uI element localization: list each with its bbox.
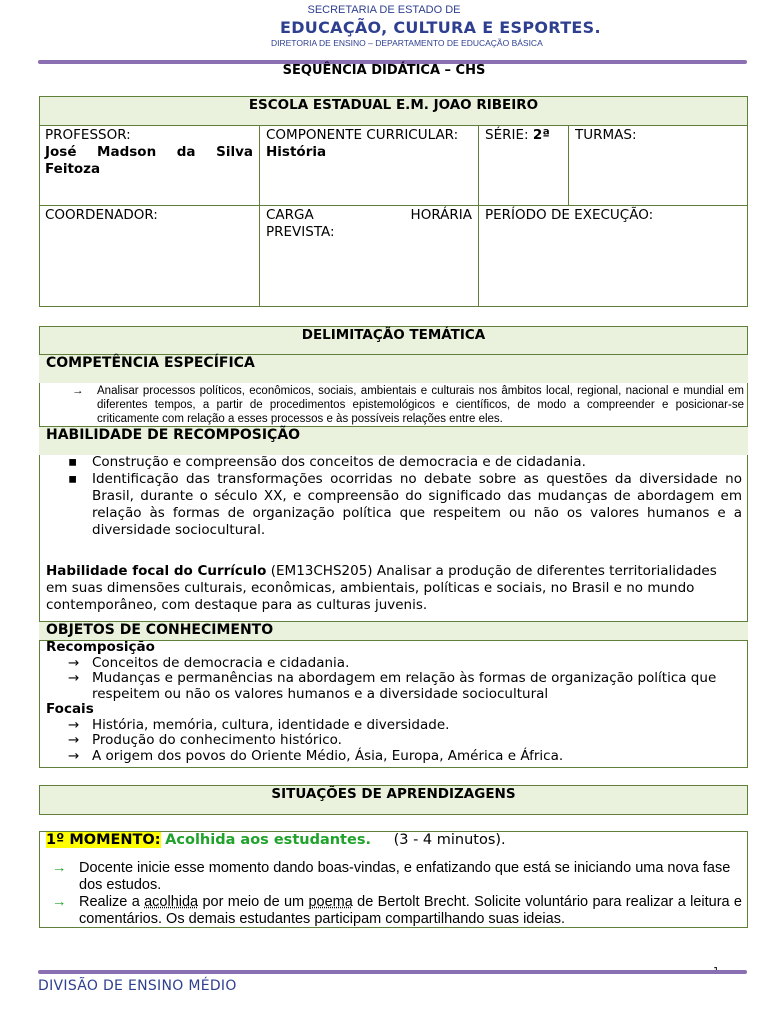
- periodo-label: PERÍODO DE EXECUÇÃO:: [485, 207, 654, 223]
- carga-cell: [259, 205, 478, 307]
- focais-item-1: → História, memória, cultura, identidade e diversidade.: [68, 716, 450, 733]
- recomposicao-item-1: → Conceitos de democracia e cidadania.: [68, 654, 350, 671]
- acolhida-word: acolhida: [144, 894, 199, 910]
- focais-item-2: → Produção do conhecimento histórico.: [68, 732, 342, 748]
- focais-item-3: → A origem dos povos do Oriente Médio, Ásia, Europa, América e África.: [68, 747, 564, 764]
- momento-header: [46, 831, 506, 849]
- arrow-right-icon: →: [52, 860, 67, 876]
- arrow-right-icon: →: [68, 732, 80, 748]
- professor-label: PROFESSOR:: [45, 127, 131, 143]
- horaria-label: HORÁRIA: [410, 207, 472, 223]
- habilidade-item-2: ▪ Identificação das transformações ocorridas no debate sobre as questões da diversidade no Brasil, durante o século XX, e compreensão do significado das mudanças de abordagem em relação às formas de organização política que respeitem ou não os valores humanos e a diversidade sociocultural.: [68, 471, 742, 538]
- arrow-right-icon: →: [52, 894, 67, 910]
- coordenador-cell: [39, 205, 259, 307]
- focal-text: (EM13CHS205) Analisar a produção de diferentes territorialidades em suas dimensões culturais, econômicas, ambientais, políticas e sociais, no Brasil e no mundo contemporâneo, com destaque para as culturas juvenis.: [46, 563, 717, 613]
- objetos-heading: OBJETOS DE CONHECIMENTO: [39, 621, 748, 641]
- momento-duration: (3 - 4 minutos).: [393, 832, 506, 848]
- poema-word: poema: [308, 894, 353, 910]
- focal-label: Habilidade focal do Currículo: [46, 563, 267, 579]
- focais-label: Focais: [46, 701, 94, 717]
- momento-title: Acolhida aos estudantes.: [165, 832, 371, 848]
- competencia-text: Analisar processos políticos, econômicos, sociais, ambientais e culturais nos âmbitos local, regional, nacional e mundial em diferentes tempos, a partir de procedimentos epistemológicos e científicos, de modo a compreender e posicionar-se criticamente com relação a esses processos e às possíveis relações entre eles.: [97, 385, 744, 425]
- momento-item-2: → Realize a acolhida por meio de um poema de Bertolt Brecht. Solicite voluntário para realizar a leitura e comentários. Os demais estudantes participam compartilhando suas ideias.: [52, 894, 742, 927]
- header-educacao: EDUCAÇÃO, CULTURA E ESPORTES.: [280, 18, 601, 37]
- arrow-right-icon: →: [68, 747, 80, 764]
- serie-label: SÉRIE:: [485, 127, 529, 143]
- turmas-label: TURMAS:: [575, 127, 637, 143]
- prevista-label: PREVISTA:: [266, 224, 335, 240]
- habilidade-list: [46, 454, 742, 539]
- componente-cell: [259, 125, 478, 205]
- habilidade-item-1: ▪ Construção e compreensão dos conceitos de democracia e de cidadania.: [68, 454, 586, 470]
- info-table: [39, 96, 748, 307]
- carga-label: CARGA: [266, 207, 314, 223]
- header-secretaria: SECRETARIA DE ESTADO DE: [307, 4, 461, 16]
- habilidade-focal: [46, 563, 742, 614]
- document-title: SEQUÊNCIA DIDÁTICA – CHS: [282, 63, 486, 78]
- componente-label: COMPONENTE CURRICULAR:: [266, 127, 459, 143]
- serie-cell: [478, 125, 568, 205]
- coordenador-label: COORDENADOR:: [45, 207, 158, 223]
- competencia-text-block: [72, 384, 744, 426]
- momento-list: [52, 860, 742, 927]
- momento-item-1: → Docente inicie esse momento dando boas-vindas, e enfatizando que está se iniciando uma nova fase dos estudos.: [52, 860, 731, 893]
- delimitacao-title: DELIMITAÇÃO TEMÁTICA: [40, 327, 747, 355]
- competencia-arrow: →: [72, 385, 84, 397]
- momento-label: 1º MOMENTO:: [46, 832, 161, 848]
- bullet-square-icon: ▪: [68, 454, 78, 470]
- periodo-cell: [478, 205, 748, 307]
- arrow-right-icon: →: [68, 654, 80, 671]
- turmas-cell: [568, 125, 748, 205]
- habilidade-heading: HABILIDADE DE RECOMPOSIÇÃO: [39, 426, 748, 455]
- footer-rule: [38, 970, 747, 974]
- header-diretoria: DIRETORIA DE ENSINO – DEPARTAMENTO DE EDUCAÇÃO BÁSICA: [271, 38, 543, 48]
- serie-value: 2ª: [532, 127, 550, 143]
- professor-name: José Madson da Silva Feitoza: [45, 144, 253, 177]
- arrow-right-icon: →: [68, 716, 80, 733]
- professor-cell: [39, 125, 259, 205]
- objetos-list: [46, 640, 742, 764]
- situacoes-title: SITUAÇÕES DE APRENDIZAGENS: [39, 785, 748, 815]
- competencia-heading: COMPETÊNCIA ESPECÍFICA: [39, 354, 748, 383]
- recomposicao-label: Recomposição: [46, 639, 155, 655]
- componente-value: História: [266, 144, 327, 160]
- footer-division: DIVISÃO DE ENSINO MÉDIO: [38, 978, 237, 994]
- recomposicao-item-2: → Mudanças e permanências na abordagem em relação às formas de organização política que respeitem ou não os valores humanos e a diversidade sociocultural: [68, 670, 717, 702]
- school-name: ESCOLA ESTADUAL E.M. JOAO RIBEIRO: [40, 97, 747, 125]
- bullet-square-icon: ▪: [68, 471, 78, 487]
- arrow-right-icon: →: [68, 670, 80, 686]
